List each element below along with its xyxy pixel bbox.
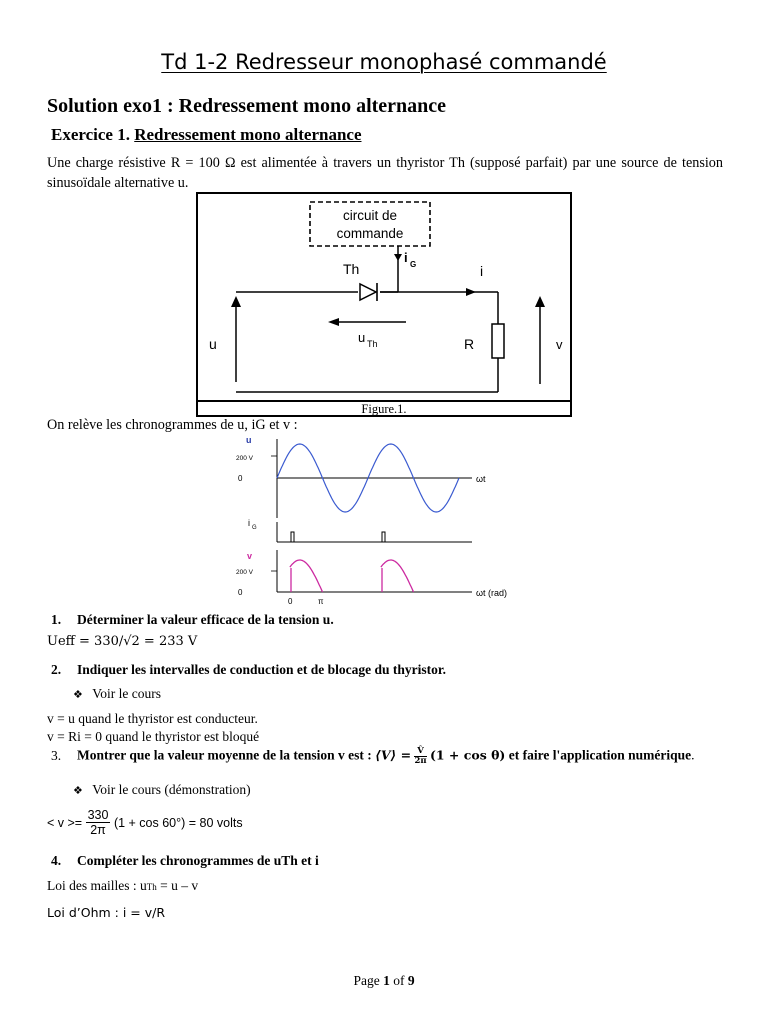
answer-3-lhs: < v >=: [47, 815, 83, 830]
ig-axis-label: i: [248, 518, 250, 528]
intro-paragraph: Une charge résistive R = 100 Ω est alimentée à travers un thyristor Th (supposé parfait) par une source de tension sinusoïdale alternative u.: [47, 155, 723, 191]
gate-current-label: i: [404, 250, 408, 265]
resistor-symbol: [492, 324, 504, 358]
answer-3-num: 330: [87, 808, 109, 822]
answer-3-rhs: (1 + cos 60°) = 80 volts: [113, 815, 243, 830]
u-axis-label: u: [246, 435, 252, 445]
chronograms: [232, 434, 542, 610]
answer-2-line-2: v = Ri = 0 quand le thyristor est bloqué: [47, 729, 260, 744]
question-4: [51, 853, 319, 869]
v-axis-label: v: [247, 551, 253, 561]
circuit-figure: [196, 192, 572, 416]
gate-current-sub: G: [410, 260, 417, 269]
solution-title: Solution exo1 : Redressement mono alternance: [47, 95, 447, 117]
u-label: u: [209, 336, 217, 352]
question-3-number: 3.: [51, 747, 62, 763]
ig-axis-sub: G: [252, 525, 257, 531]
question-2-number: 2.: [51, 662, 62, 677]
question-3-frac-num: V̂: [414, 747, 426, 757]
thyristor-symbol: [360, 284, 376, 300]
v-xlabel: ωt (rad): [476, 588, 508, 598]
diamond-bullet-icon: ❖: [73, 688, 83, 701]
answer-3-den: 2π: [90, 823, 106, 837]
exercise-title: [51, 125, 362, 145]
u-zero: 0: [238, 474, 243, 483]
v-zero: 0: [238, 588, 243, 597]
question-2-text: Indiquer les intervalles de conduction et de blocage du thyristor.: [77, 662, 447, 677]
exercise-name: Redressement mono alternance: [134, 125, 362, 144]
question-3-end: .: [691, 747, 695, 763]
answer-4-line-1-sub: Th: [146, 882, 157, 892]
question-1: [51, 612, 334, 628]
question-1-text: Déterminer la valeur efficace de la tension u.: [77, 612, 334, 627]
answer-1: Ueff = 330/√2 = 233 V: [47, 634, 198, 649]
question-1-number: 1.: [51, 612, 62, 627]
question-3-text-a: Montrer que la valeur moyenne de la tension v est :: [77, 747, 372, 763]
answer-2-bullet: [73, 686, 161, 702]
current-arrow: [466, 288, 476, 296]
footer-mid: of: [389, 973, 408, 988]
question-3-frac-den: 2π: [414, 756, 427, 766]
question-4-text: Compléter les chronogrammes de uTh et i: [77, 853, 319, 868]
footer-prefix: Page: [353, 973, 384, 988]
chronogram-plot: [232, 434, 542, 610]
question-3: [51, 747, 694, 766]
control-label-2: commande: [336, 226, 404, 241]
gate-pulse-2: [382, 532, 385, 542]
v-tick: 200 V: [236, 569, 253, 576]
question-3-fraction: [414, 747, 426, 766]
question-3-formula-lhs: ⟨V⟩ =: [375, 747, 412, 763]
question-2: [51, 662, 446, 678]
answer-3-bullet: [73, 782, 251, 798]
chrono-intro: On relève les chronogrammes de u, iG et v :: [47, 417, 298, 433]
uth-arrow-head: [328, 318, 339, 326]
figure-caption: Figure.1.: [196, 400, 572, 417]
resistor-label: R: [464, 336, 475, 352]
uth-sub: Th: [367, 339, 378, 349]
answer-3-bullet-text: Voir le cours (démonstration): [92, 782, 251, 797]
answer-4-line-1: [47, 878, 198, 894]
thyristor-label: Th: [343, 261, 360, 277]
question-3-formula-rhs: (1 + cos θ): [429, 747, 506, 763]
v-label: v: [556, 337, 563, 352]
page-footer: [0, 973, 768, 989]
gate-arrow: [394, 254, 402, 261]
gate-pulse-1: [291, 532, 294, 542]
page-title: Td 1-2 Redresseur monophasé commandé: [161, 50, 607, 74]
control-label-1: circuit de: [342, 208, 398, 223]
v-tick-0: 0: [288, 597, 293, 606]
circuit-diagram: [198, 194, 570, 414]
uth-label: u: [358, 330, 366, 345]
current-label: i: [480, 263, 484, 279]
answer-4-line-1-b: = u – v: [156, 878, 199, 893]
v-tick-pi: π: [318, 597, 324, 606]
answer-2-line-1: v = u quand le thyristor est conducteur.: [47, 711, 258, 726]
question-3-text-b: et faire l'application numérique: [508, 747, 692, 763]
u-xlabel: ωt: [476, 474, 486, 484]
answer-4-line-2: Loi d’Ohm : i = v/R: [47, 905, 166, 920]
answer-3-formula: [47, 808, 243, 837]
answer-2-bullet-text: Voir le cours: [92, 686, 161, 701]
diamond-bullet-icon: ❖: [73, 784, 83, 797]
v-arrow-head: [535, 296, 545, 307]
exercise-prefix: Exercice 1.: [51, 125, 130, 144]
question-4-number: 4.: [51, 853, 62, 868]
u-tick: 200 V: [236, 455, 253, 462]
answer-3-fraction: [86, 808, 111, 837]
answer-4-line-1-a: Loi des mailles : u: [47, 878, 147, 893]
u-arrow-head: [231, 296, 241, 307]
v-waveform: [290, 560, 414, 592]
footer-page-number: 1: [383, 973, 390, 988]
footer-page-total: 9: [407, 973, 415, 988]
